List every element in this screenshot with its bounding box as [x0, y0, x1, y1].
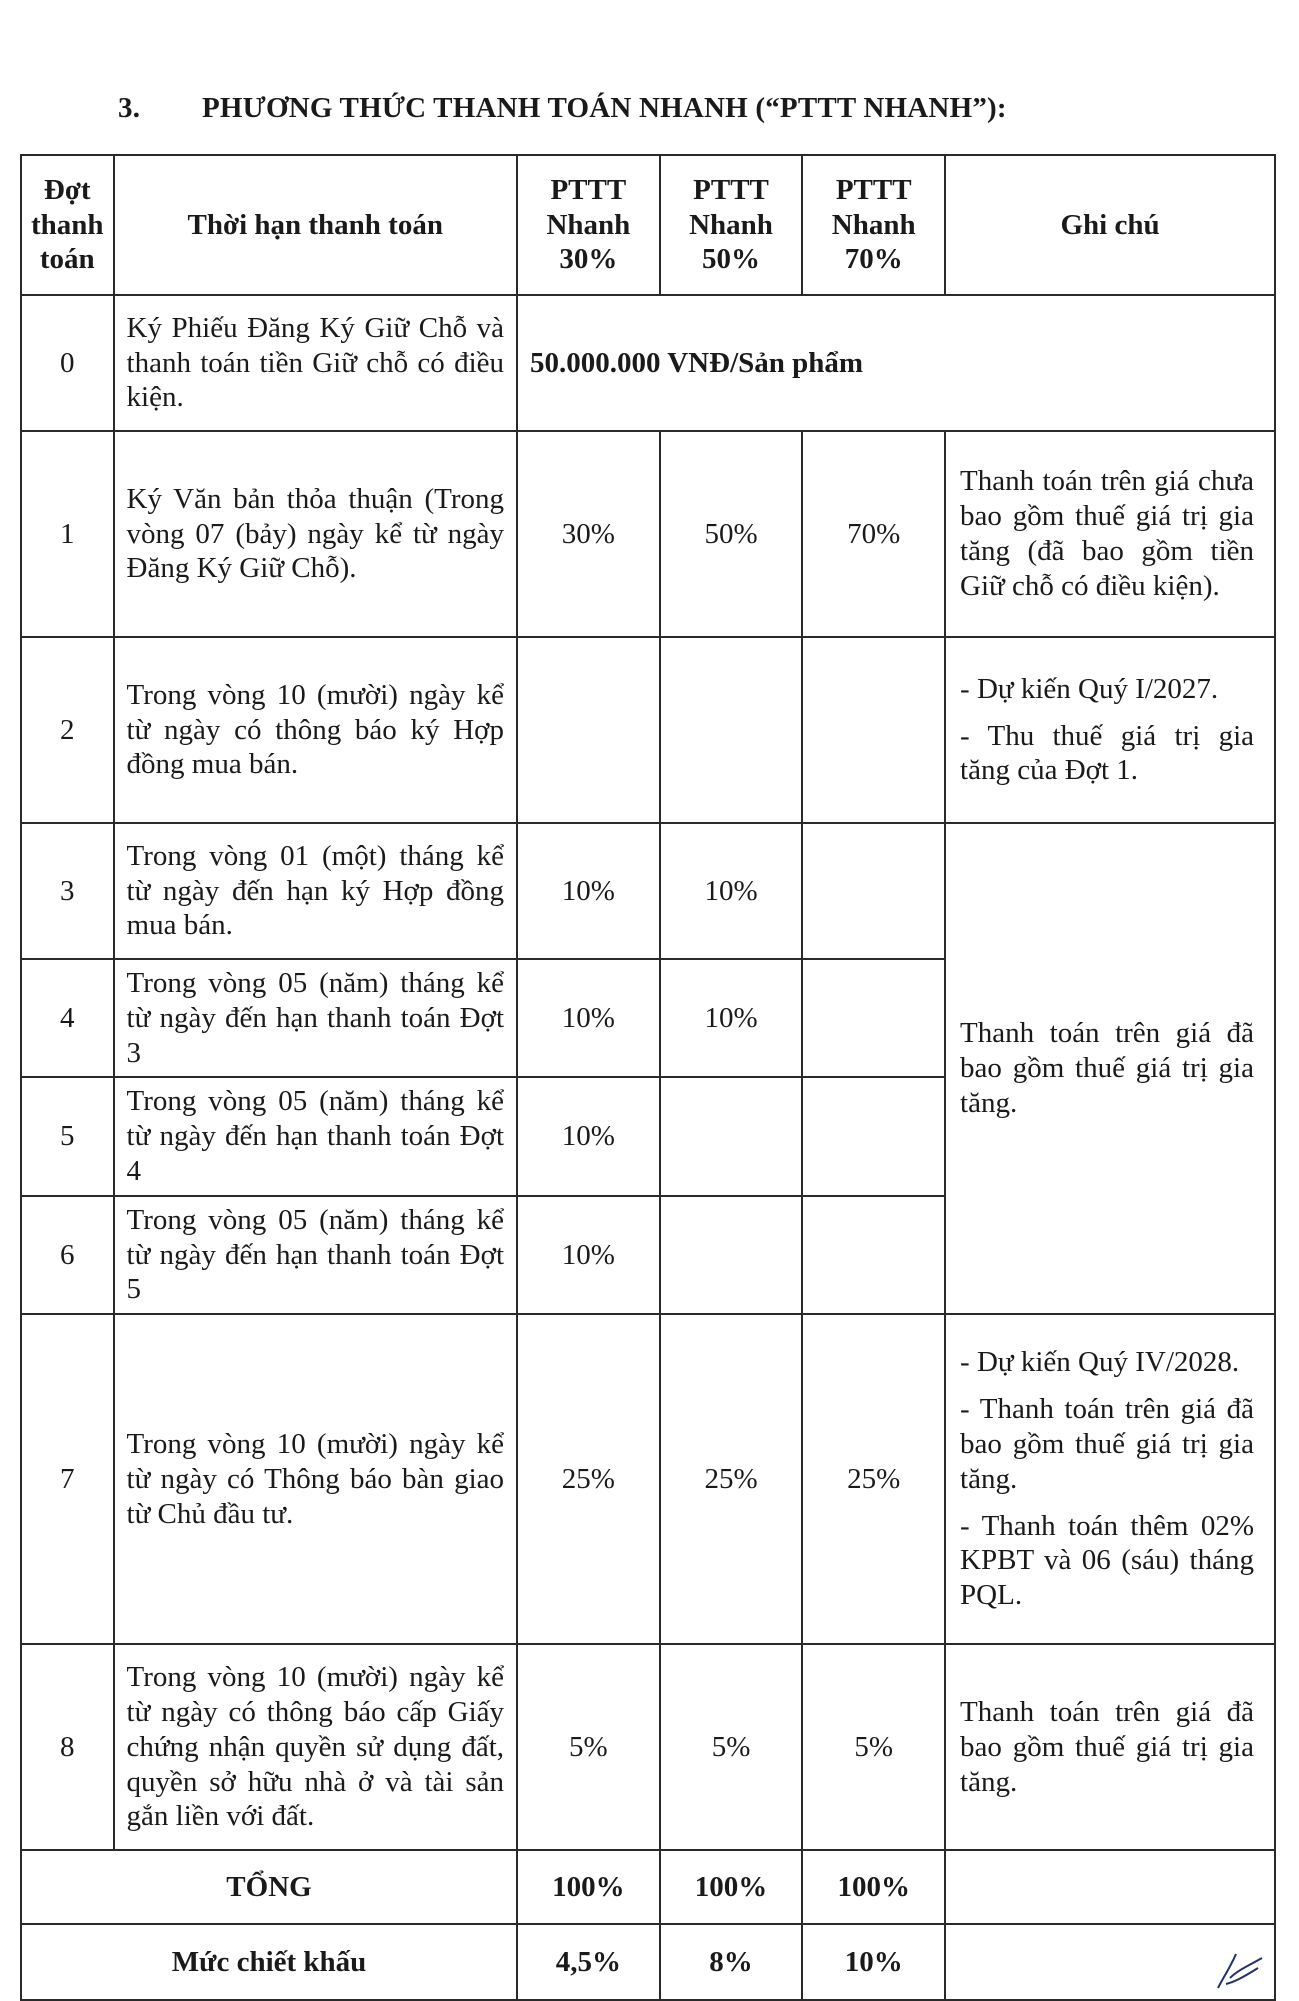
- payment-term: Trong vòng 10 (mười) ngày kể từ ngày có thông báo ký Hợp đồng mua bán.: [114, 637, 518, 823]
- installment-number: 1: [21, 431, 114, 637]
- payment-term: Ký Văn bản thỏa thuận (Trong vòng 07 (bảy) ngày kể từ ngày Đăng Ký Giữ Chỗ).: [114, 431, 518, 637]
- discount-30: 4,5%: [517, 1924, 660, 2000]
- pct-70: 5%: [802, 1644, 945, 1850]
- payment-term: Trong vòng 10 (mười) ngày kể từ ngày có thông báo cấp Giấy chứng nhận quyền sử dụng đất, quyền sở hữu nhà ở và tài sản gắn liền với đất.: [114, 1644, 518, 1850]
- discount-70: 10%: [802, 1924, 945, 2000]
- payment-term: Ký Phiếu Đăng Ký Giữ Chỗ và thanh toán tiền Giữ chỗ có điều kiện.: [114, 295, 518, 431]
- pct-30: 10%: [517, 823, 660, 959]
- installment-number: 0: [21, 295, 114, 431]
- installment-number: 8: [21, 1644, 114, 1850]
- pct-70: [802, 823, 945, 959]
- pct-30: 10%: [517, 1077, 660, 1195]
- table-row: [21, 1644, 1275, 1850]
- signature-mark: [1200, 1948, 1280, 1994]
- header-pttt-50: PTTT Nhanh 50%: [660, 155, 803, 295]
- deposit-amount: 50.000.000 VNĐ/Sản phẩm: [517, 295, 1275, 431]
- discount-label: Mức chiết khấu: [21, 1924, 517, 2000]
- note: [945, 1314, 1275, 1644]
- header-installment: Đợt thanh toán: [21, 155, 114, 295]
- pct-70: [802, 637, 945, 823]
- pct-50: [660, 637, 803, 823]
- pct-70: [802, 1077, 945, 1195]
- section-number: 3.: [118, 92, 141, 124]
- pct-70: [802, 1196, 945, 1314]
- payment-term: Trong vòng 01 (một) tháng kể từ ngày đến hạn ký Hợp đồng mua bán.: [114, 823, 518, 959]
- header-pttt-30: PTTT Nhanh 30%: [517, 155, 660, 295]
- pct-70: [802, 959, 945, 1077]
- pct-50: 50%: [660, 431, 803, 637]
- total-30: 100%: [517, 1850, 660, 1924]
- note-line: - Thu thuế giá trị gia tăng của Đợt 1.: [960, 719, 1254, 787]
- section-title: PHƯƠNG THỨC THANH TOÁN NHANH (“PTTT NHANH”):: [202, 92, 1007, 124]
- pct-30: 10%: [517, 959, 660, 1077]
- payment-schedule-table: [20, 154, 1276, 2001]
- note-merged: Thanh toán trên giá đã bao gồm thuế giá trị gia tăng.: [945, 823, 1275, 1314]
- total-70: 100%: [802, 1850, 945, 1924]
- installment-number: 4: [21, 959, 114, 1077]
- total-label: TỔNG: [21, 1850, 517, 1924]
- note: Thanh toán trên giá đã bao gồm thuế giá trị gia tăng.: [945, 1644, 1275, 1850]
- pct-70: 25%: [802, 1314, 945, 1644]
- pct-50: 10%: [660, 959, 803, 1077]
- table-row: [21, 637, 1275, 823]
- discount-row: [21, 1924, 1275, 2000]
- note: [945, 637, 1275, 823]
- total-note: [945, 1850, 1275, 1924]
- pct-30: 10%: [517, 1196, 660, 1314]
- installment-number: 5: [21, 1077, 114, 1195]
- pct-50: 10%: [660, 823, 803, 959]
- table-row: [21, 1314, 1275, 1644]
- table-row: [21, 823, 1275, 959]
- installment-number: 6: [21, 1196, 114, 1314]
- payment-term: Trong vòng 10 (mười) ngày kể từ ngày có Thông báo bàn giao từ Chủ đầu tư.: [114, 1314, 518, 1644]
- payment-term: Trong vòng 05 (năm) tháng kể từ ngày đến hạn thanh toán Đợt 3: [114, 959, 518, 1077]
- header-pttt-70: PTTT Nhanh 70%: [802, 155, 945, 295]
- total-50: 100%: [660, 1850, 803, 1924]
- note-line: - Thanh toán trên giá đã bao gồm thuế giá trị gia tăng.: [960, 1393, 1254, 1495]
- table-row: [21, 295, 1275, 431]
- note: Thanh toán trên giá chưa bao gồm thuế giá trị gia tăng (đã bao gồm tiền Giữ chỗ có điều kiện).: [945, 431, 1275, 637]
- header-note: Ghi chú: [945, 155, 1275, 295]
- note-line: - Dự kiến Quý I/2027.: [960, 672, 1219, 705]
- pct-70: 70%: [802, 431, 945, 637]
- pct-50: 25%: [660, 1314, 803, 1644]
- installment-number: 2: [21, 637, 114, 823]
- pct-30: 25%: [517, 1314, 660, 1644]
- pct-30: 30%: [517, 431, 660, 637]
- note-line: - Dự kiến Quý IV/2028.: [960, 1346, 1240, 1379]
- note-line: - Thanh toán thêm 02% KPBT và 06 (sáu) tháng PQL.: [960, 1509, 1254, 1612]
- payment-term: Trong vòng 05 (năm) tháng kể từ ngày đến hạn thanh toán Đợt 4: [114, 1077, 518, 1195]
- table-header-row: [21, 155, 1275, 295]
- pct-50: 5%: [660, 1644, 803, 1850]
- total-row: [21, 1850, 1275, 1924]
- discount-50: 8%: [660, 1924, 803, 2000]
- payment-term: Trong vòng 05 (năm) tháng kể từ ngày đến hạn thanh toán Đợt 5: [114, 1196, 518, 1314]
- table-row: [21, 431, 1275, 637]
- installment-number: 3: [21, 823, 114, 959]
- pct-30: 5%: [517, 1644, 660, 1850]
- pct-50: [660, 1196, 803, 1314]
- header-term: Thời hạn thanh toán: [114, 155, 518, 295]
- pct-50: [660, 1077, 803, 1195]
- section-heading: [118, 92, 1007, 125]
- pct-30: [517, 637, 660, 823]
- installment-number: 7: [21, 1314, 114, 1644]
